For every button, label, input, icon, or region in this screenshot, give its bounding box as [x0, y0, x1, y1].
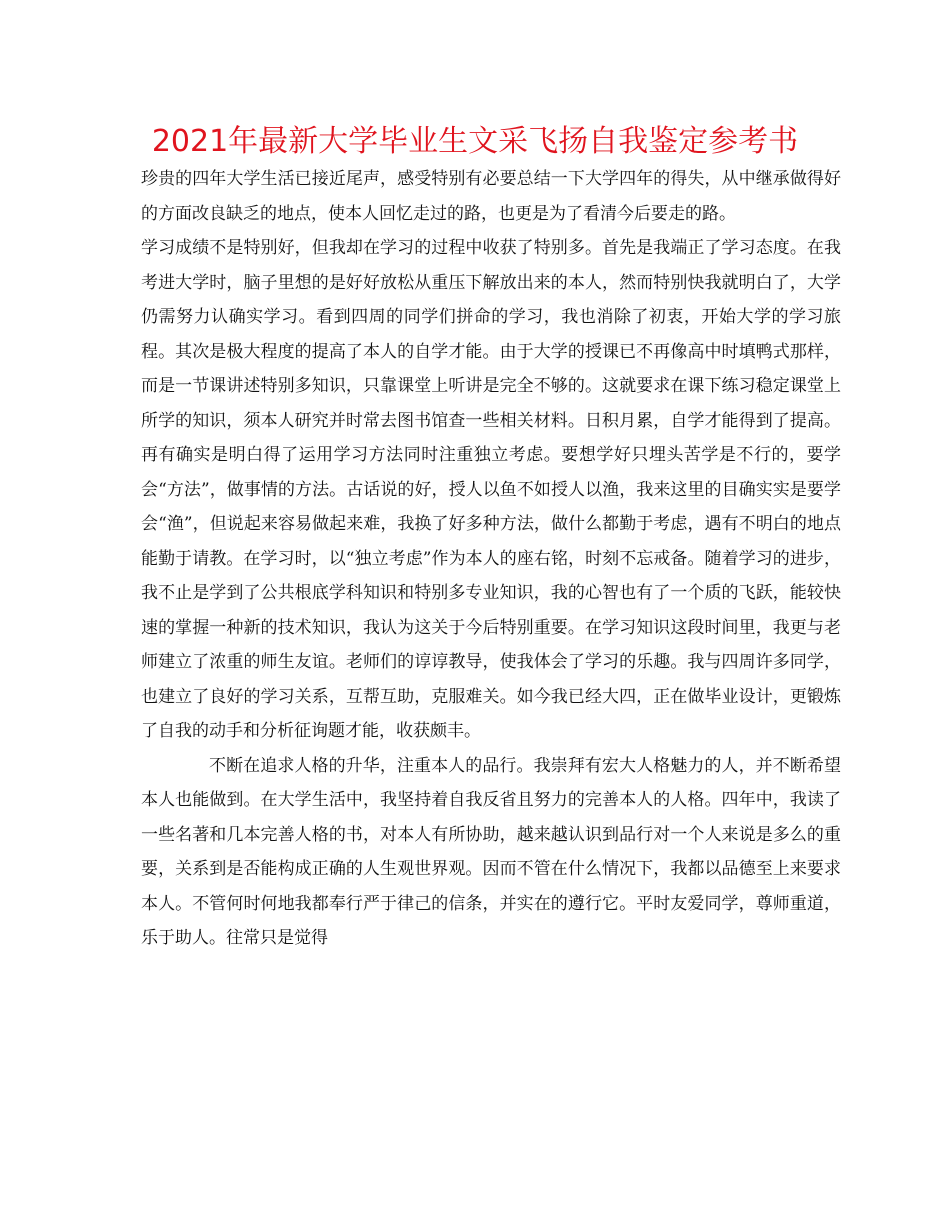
document-body — [141, 162, 841, 956]
paragraph-intro: 珍贵的四年大学生活已接近尾声，感受特别有必要总结一下大学四年的得失，从中继承做得好的方面改良缺乏的地点，使本人回忆走过的路，也更是为了看清今后要走的路。 — [141, 169, 841, 224]
paragraph-study: 学习成绩不是特别好，但我却在学习的过程中收获了特别多。首先是我端正了学习态度。在我考进大学时，脑子里想的是好好放松从重压下解放出来的本人，然而特别快我就明白了，大学仍需努力认确实学习。看到四周的同学们拼命的学习，我也消除了初衷，开始大学的学习旅程。其次是极大程度的提高了本人的自学才能。由于大学的授课已不再像高中时填鸭式那样，而是一节课讲述特别多知识，只靠课堂上听讲是完全不够的。这就要求在课下练习稳定课堂上所学的知识，须本人研究并时常去图书馆查一些相关材料。日积月累，自学才能得到了提高。再有确实是明白得了运用学习方法同时注重独立考虑。要想学好只埋头苦学是不行的，要学会“方法”，做事情的方法。古话说的好，授人以鱼不如授人以渔，我来这里的目确实实是要学会“渔”，但说起来容易做起来难，我换了好多种方法，做什么都勤于考虑，遇有不明白的地点能勤于请教。在学习时，以“独立考虑”作为本人的座右铭，时刻不忘戒备。随着学习的进步，我不止是学到了公共根底学科知识和特别多专业知识，我的心智也有了一个质的飞跃，能较快速的掌握一种新的技术知识，我认为这关于今后特别重要。在学习知识这段时间里，我更与老师建立了浓重的师生友谊。老师们的谆谆教导，使我体会了学习的乐趣。我与四周许多同学，也建立了良好的学习关系，互帮互助，克服难关。如今我已经大四，正在做毕业设计，更锻炼了自我的动手和分析征询题才能，收获颇丰。 — [141, 238, 841, 741]
document-title: 2021年最新大学毕业生文采飞扬自我鉴定参考书 — [151, 124, 799, 159]
paragraph-character: 不断在追求人格的升华，注重本人的品行。我崇拜有宏大人格魅力的人，并不断希望本人也能做到。在大学生活中，我坚持着自我反省且努力的完善本人的人格。四年中，我读了一些名著和几本完善人格的书，对本人有所协助，越来越认识到品行对一个人来说是多么的重要，关系到是否能构成正确的人生观世界观。因而不管在什么情况下，我都以品德至上来要求本人。不管何时何地我都奉行严于律己的信条，并实在的遵行它。平时友爱同学，尊师重道，乐于助人。往常只是觉得 — [141, 755, 841, 948]
